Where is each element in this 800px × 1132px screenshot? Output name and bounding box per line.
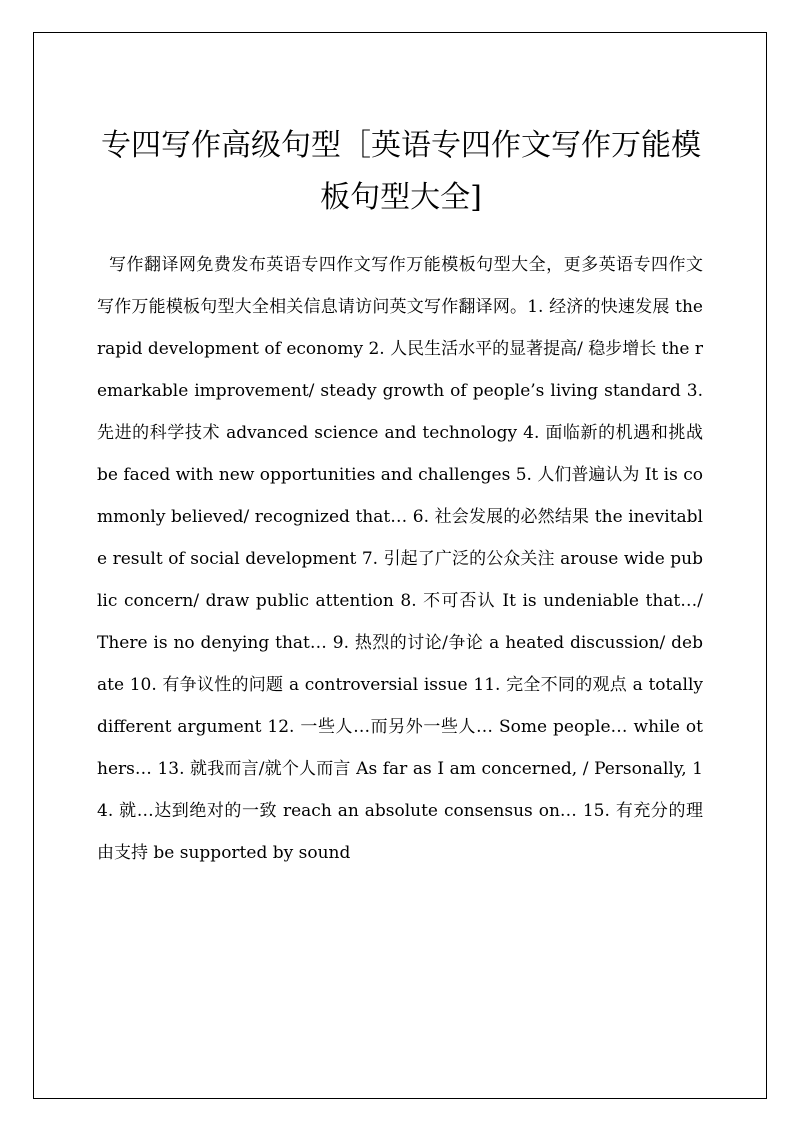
document-title: 专四写作高级句型［英语专四作文写作万能模板句型大全]	[101, 128, 701, 215]
document-body-text: 写作翻译网免费发布英语专四作文写作万能模板句型大全，更多英语专四作文写作万能模板句型大全相关信息请访问英文写作翻译网。1. 经济的快速发展 the rapid development of economy 2. 人民生活水平的显著提高/ 稳步增长 the remarkable improvement/ steady growth of people’s living standard 3. 先进的科学技术 advanced science and technology 4. 面临新的机遇和挑战 be faced with new opportunities and challenges 5. 人们普遍认为 It is commonly believed/ recognized that… 6. 社会发展的必然结果 the inevitable result of social development 7. 引起了广泛的公众关注 arouse wide public concern/ draw public attention 8. 不可否认 It is undeniable that…/ There is no denying that… 9. 热烈的讨论/争论 a heated discussion/ debate 10. 有争议性的问题 a controversial issue 11. 完全不同的观点 a totally different argument 12. 一些人…而另外一些人… Some people… while others… 13. 就我而言/就个人而言 As far as I am concerned, / Personally, 14. 就…达到绝对的一致 reach an absolute consensus on… 15. 有充分的理由支持 be supported by sound	[97, 255, 703, 863]
